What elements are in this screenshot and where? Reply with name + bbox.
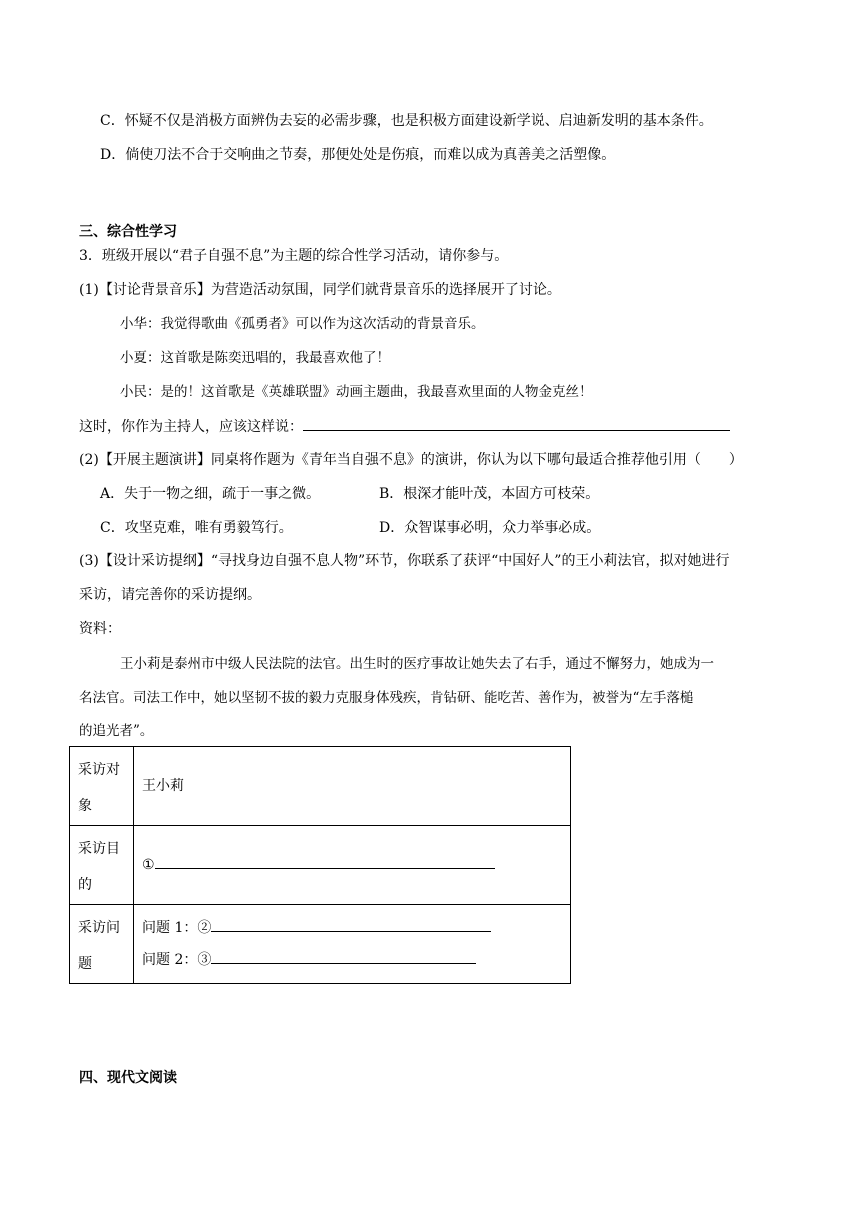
host-answer-blank[interactable] <box>303 416 730 431</box>
purpose-header-line1: 采访目 <box>78 841 120 857</box>
host-prompt-text: 这时，你作为主持人，应该这样说： <box>79 419 303 435</box>
purpose-cell <box>134 826 571 905</box>
host-prompt <box>79 416 730 437</box>
question-1-line <box>142 912 562 944</box>
purpose-blank[interactable] <box>155 854 495 869</box>
purpose-marker: ① <box>142 857 155 873</box>
subquestion-2: (2)【开展主题演讲】同桌将作题为《青年当自强不息》的演讲，你认为以下哪句最适合推荐他引用（ ） <box>79 452 743 468</box>
section-heading-4: 四、现代文阅读 <box>79 1070 177 1086</box>
question-2-blank[interactable] <box>211 949 476 964</box>
questions-header <box>70 905 134 984</box>
subject-header-line2: 象 <box>78 798 92 814</box>
dialog-line-xiaomin: 小民：是的！这首歌是《英雄联盟》动画主题曲，我最喜欢里面的人物金克丝！ <box>120 384 593 400</box>
choice-a: A．失于一物之细，疏于一事之微。 <box>100 486 321 502</box>
table-row-questions <box>70 905 571 984</box>
purpose-header <box>70 826 134 905</box>
interview-outline-table <box>69 746 571 984</box>
subject-header-line1: 采访对 <box>78 762 120 778</box>
section-heading-3: 三、综合性学习 <box>79 224 177 240</box>
material-label: 资料： <box>79 621 121 637</box>
purpose-header-line2: 的 <box>78 877 92 893</box>
material-line-2: 名法官。司法工作中，她以坚韧不拔的毅力克服身体残疾，肯钻研、能吃苦、善作为，被誉为“左手落槌 <box>79 690 694 706</box>
option-c: C．怀疑不仅是消极方面辨伪去妄的必需步骤，也是积极方面建设新学说、启迪新发明的基本条件。 <box>100 113 713 129</box>
subject-value: 王小莉 <box>134 747 571 826</box>
subquestion-3-line1: (3)【设计采访提纲】“寻找身边自强不息人物”环节，你联系了获评“中国好人”的王小莉法官，拟对她进行 <box>79 553 730 569</box>
questions-cell <box>134 905 571 984</box>
choice-b: B．根深才能叶茂，本固方可枝荣。 <box>379 486 600 502</box>
table-row-purpose <box>70 826 571 905</box>
choice-d: D．众智谋事必明，众力举事必成。 <box>379 520 601 536</box>
option-d: D．倘使刀法不合于交响曲之节奏，那便处处是伤痕，而难以成为真善美之活塑像。 <box>100 147 616 163</box>
subquestion-3-line2: 采访，请完善你的采访提纲。 <box>79 587 261 603</box>
question-1-blank[interactable] <box>211 917 491 932</box>
subquestion-1: (1)【讨论背景音乐】为营造活动氛围，同学们就背景音乐的选择展开了讨论。 <box>79 282 561 298</box>
material-line-1: 王小莉是泰州市中级人民法院的法官。出生时的医疗事故让她失去了右手，通过不懈努力，她成为一 <box>120 656 714 672</box>
question-2-label: 问题 2：③ <box>142 952 212 968</box>
subject-header <box>70 747 134 826</box>
question-2-line <box>142 944 562 976</box>
material-line-3: 的追光者”。 <box>79 723 154 739</box>
dialog-line-xiaoxia: 小夏：这首歌是陈奕迅唱的，我最喜欢他了！ <box>120 350 390 366</box>
question-3-intro: 3．班级开展以“君子自强不息”为主题的综合性学习活动，请你参与。 <box>79 248 509 264</box>
questions-header-line2: 题 <box>78 956 92 972</box>
table-row-subject <box>70 747 571 826</box>
question-1-label: 问题 1：② <box>142 920 212 936</box>
choice-c: C．攻坚克难，唯有勇毅笃行。 <box>100 520 293 536</box>
dialog-line-xiaohua: 小华：我觉得歌曲《孤勇者》可以作为这次活动的背景音乐。 <box>120 316 485 332</box>
questions-header-line1: 采访问 <box>78 920 120 936</box>
